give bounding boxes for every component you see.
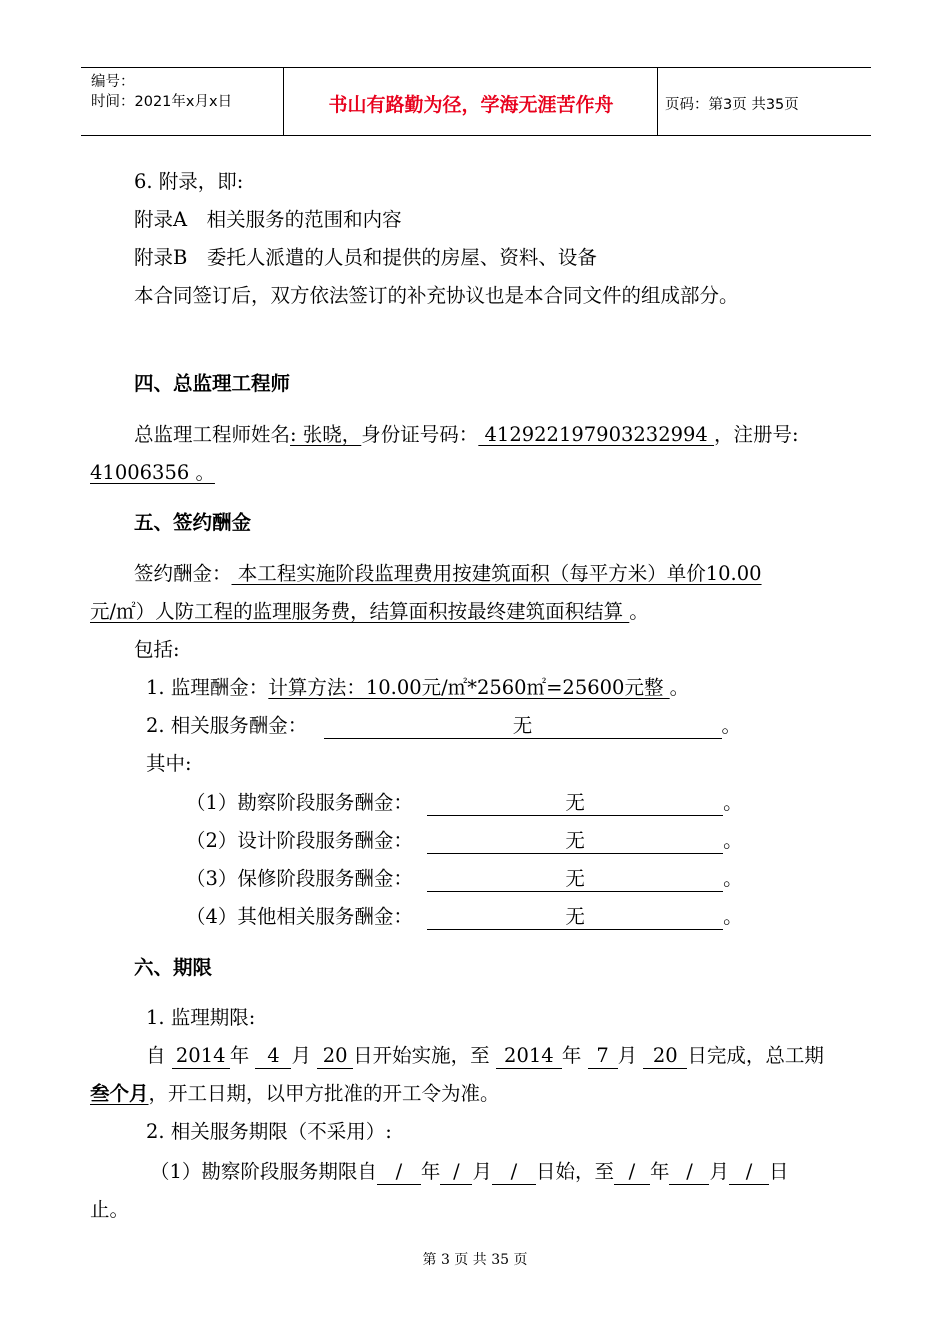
survey-end-year: / <box>614 1160 650 1185</box>
fee-label: 签约酬金： <box>134 562 232 585</box>
name-label: 总监理工程师姓名 <box>134 423 291 446</box>
end-month: 7 <box>588 1044 618 1069</box>
fee-text-2: 元/㎡）人防工程的监理服务费，结算面积按最终建筑面积结算 <box>90 600 630 623</box>
sub-fee-design-label: （2）设计阶段服务酬金： <box>186 829 413 852</box>
appendix-a: 附录A 相关服务的范围和内容 <box>134 208 402 231</box>
year-label: 年 <box>649 1160 670 1183</box>
survey-start-year: / <box>377 1160 421 1185</box>
fee-line-1 <box>134 562 762 586</box>
total-duration: 叁个月 <box>90 1082 149 1105</box>
fee-item-2-label: 2. 相关服务酬金： <box>146 714 308 737</box>
survey-start-month: / <box>440 1160 472 1185</box>
section-5-title: 五、签约酬金 <box>134 511 252 534</box>
start-text: 日始，至 <box>535 1160 614 1183</box>
header-divider <box>657 68 658 135</box>
include-label: 包括: <box>134 638 180 661</box>
header-meta <box>91 72 232 112</box>
year-label: 年 <box>420 1160 441 1183</box>
header-motto: 书山有路勤为径，学海无涯苦作舟 <box>328 94 614 116</box>
supervision-period-line <box>146 1044 824 1069</box>
survey-end-month: / <box>669 1160 709 1185</box>
total-duration-line <box>90 1082 500 1106</box>
year-label: 年 <box>229 1044 250 1067</box>
day-label: 日 <box>769 1160 789 1183</box>
month-label: 月 <box>617 1044 638 1067</box>
end-year: 2014 <box>496 1044 562 1069</box>
page-header <box>81 67 871 136</box>
from-label: 自 <box>146 1044 166 1067</box>
sub-fee-warranty-label: （3）保修阶段服务酬金： <box>186 867 413 890</box>
doc-time-label: 时间：2021年x月x日 <box>91 94 233 110</box>
fee-item-2 <box>146 714 741 739</box>
among-label: 其中: <box>146 752 192 775</box>
section-4-title: 四、总监理工程师 <box>134 372 291 395</box>
fee-line-2 <box>90 600 649 624</box>
year-label: 年 <box>561 1044 582 1067</box>
fee-item-1 <box>146 676 689 700</box>
survey-prefix: （1）勘察阶段服务期限自 <box>150 1160 377 1183</box>
header-page-info: 页码：第3页 共35页 <box>665 97 799 113</box>
survey-end-day: / <box>729 1160 769 1185</box>
reg-number-line <box>90 461 215 485</box>
survey-start-day: / <box>492 1160 536 1185</box>
appendix-intro: 6. 附录，即: <box>134 170 244 193</box>
period: 。 <box>723 791 743 814</box>
survey-period-end: 止。 <box>90 1198 130 1221</box>
end-text: 日完成，总工期 <box>687 1044 824 1067</box>
fee-text-1: 本工程实施阶段监理费用按建筑面积（每平方米）单价10.00 <box>231 562 762 585</box>
sub-fee-warranty-value: 无 <box>427 867 723 892</box>
period: 。 <box>723 829 743 852</box>
page-footer: 第 3 页 共 35 页 <box>422 1252 528 1268</box>
doc-number-label: 编号： <box>91 74 135 90</box>
chief-engineer-line <box>134 423 799 447</box>
header-divider <box>283 68 284 135</box>
fee-item-1-period: 。 <box>669 676 690 699</box>
period: 。 <box>723 867 743 890</box>
related-service-period-label: 2. 相关服务期限（不采用）: <box>146 1120 392 1143</box>
sub-fee-survey-label: （1）勘察阶段服务酬金： <box>186 791 413 814</box>
name-value: : 张晓， <box>290 423 362 446</box>
fee-item-2-value: 无 <box>324 714 722 739</box>
end-day: 20 <box>643 1044 687 1069</box>
sub-fee-design <box>186 829 743 854</box>
fee-item-1-label: 1. 监理酬金： <box>146 676 269 699</box>
period: 。 <box>723 905 743 928</box>
sub-fee-design-value: 无 <box>427 829 723 854</box>
supplement-clause: 本合同签订后，双方依法签订的补充协议也是本合同文件的组成部分。 <box>134 284 739 307</box>
month-label: 月 <box>709 1160 729 1183</box>
reg-value: 41006356 。 <box>90 461 215 484</box>
sub-fee-other-label: （4）其他相关服务酬金： <box>186 905 413 928</box>
section-6-title: 六、期限 <box>134 956 213 979</box>
reg-label: ，注册号: <box>714 423 799 446</box>
start-year: 2014 <box>172 1044 230 1069</box>
fee-item-1-value: 计算方法：10.00元/㎡*2560㎡=25600元整 <box>268 676 670 699</box>
id-label: 身份证号码： <box>361 423 479 446</box>
appendix-b: 附录B 委托人派遣的人员和提供的房屋、资料、设备 <box>134 246 597 269</box>
month-label: 月 <box>291 1044 311 1067</box>
fee-period: 。 <box>629 600 649 623</box>
after-total: ，开工日期，以甲方批准的开工令为准。 <box>148 1082 500 1105</box>
start-month: 4 <box>255 1044 291 1069</box>
start-day: 20 <box>317 1044 353 1069</box>
survey-period-line <box>150 1160 789 1185</box>
sub-fee-survey <box>186 791 743 816</box>
start-text: 日开始实施，至 <box>353 1044 490 1067</box>
supervision-period-label: 1. 监理期限: <box>146 1006 256 1029</box>
sub-fee-warranty <box>186 867 743 892</box>
sub-fee-other <box>186 905 743 930</box>
period: 。 <box>721 714 742 737</box>
sub-fee-survey-value: 无 <box>427 791 723 816</box>
id-value: 412922197903232994 <box>478 423 715 446</box>
month-label: 月 <box>472 1160 492 1183</box>
sub-fee-other-value: 无 <box>427 905 723 930</box>
